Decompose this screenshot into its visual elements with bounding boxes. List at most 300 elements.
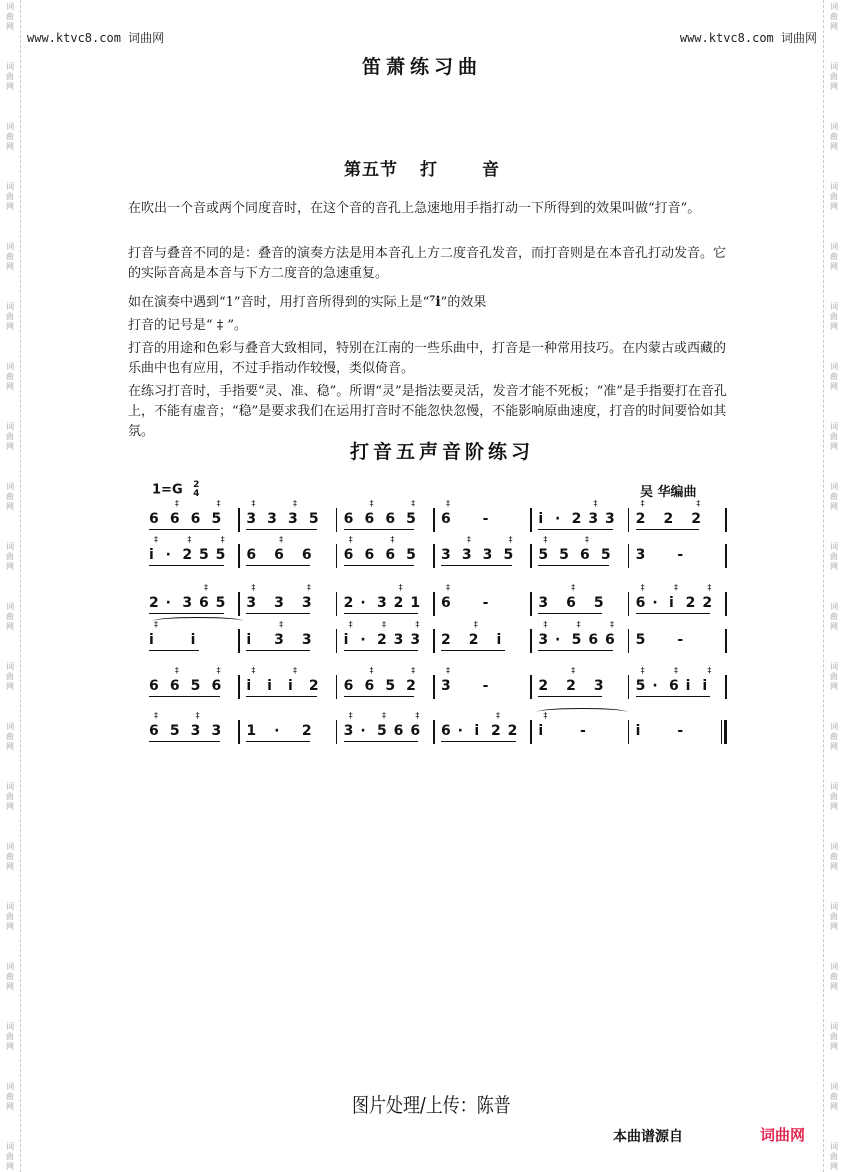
barline bbox=[433, 544, 435, 568]
note-label: 3 bbox=[482, 547, 493, 563]
side-watermark-mark: 词 曲 网 bbox=[6, 302, 14, 331]
side-watermark-mark: 词 曲 网 bbox=[6, 62, 14, 91]
note-label: · bbox=[457, 723, 463, 739]
tap-ornament-mark: ‡ bbox=[446, 499, 450, 508]
score-note bbox=[566, 583, 576, 611]
barline bbox=[238, 592, 240, 616]
note-label: 3 bbox=[246, 511, 257, 527]
note-label: 2 bbox=[441, 632, 451, 648]
score-note bbox=[441, 548, 451, 562]
note-label: 2 bbox=[691, 511, 701, 527]
piece-title: 打音五声音阶练习 bbox=[349, 441, 534, 463]
score-note bbox=[588, 499, 599, 527]
note-label: 3 bbox=[267, 511, 277, 527]
score-note bbox=[344, 596, 354, 610]
side-watermark-mark: 词 曲 网 bbox=[6, 1022, 14, 1051]
section-title-b: 音 bbox=[482, 160, 500, 180]
barline bbox=[628, 508, 630, 532]
note-label: 3 bbox=[211, 723, 222, 739]
score-row bbox=[143, 500, 733, 534]
score-note bbox=[385, 512, 395, 526]
tap-ornament-mark: ‡ bbox=[369, 666, 374, 675]
note-label: 3 bbox=[288, 511, 298, 527]
eighth-note-beam bbox=[441, 650, 505, 652]
score-note bbox=[302, 724, 312, 738]
eighth-note-beam bbox=[538, 565, 609, 567]
tap-ornament-mark: ‡ bbox=[154, 711, 158, 720]
score-note bbox=[344, 512, 354, 526]
score-note bbox=[169, 499, 180, 527]
note-label: 6 bbox=[441, 595, 451, 611]
note-label: 6 bbox=[385, 511, 396, 527]
tap-ornament-mark: ‡ bbox=[571, 583, 576, 592]
section-title bbox=[0, 155, 844, 180]
note-label: 6 bbox=[149, 678, 159, 694]
eighth-note-beam bbox=[149, 650, 199, 652]
score-note bbox=[538, 535, 549, 563]
side-watermark-mark: 词 曲 网 bbox=[6, 242, 14, 271]
sustain-dash bbox=[580, 724, 586, 738]
note-label: 6 bbox=[566, 595, 576, 611]
note-label: 5 bbox=[308, 511, 319, 527]
note-label: 2 bbox=[685, 595, 696, 611]
tap-ornament-mark: ‡ bbox=[674, 583, 678, 592]
note-label: 5 bbox=[559, 547, 569, 563]
score-note bbox=[483, 548, 493, 562]
score-note bbox=[702, 666, 712, 694]
score-note bbox=[538, 596, 548, 610]
eighth-note-beam bbox=[538, 529, 613, 531]
note-label: 3 bbox=[343, 723, 354, 739]
note-label: 3 bbox=[301, 632, 312, 648]
note-label: 6 bbox=[385, 547, 396, 563]
duration-dot bbox=[555, 633, 560, 647]
tap-ornament-mark: ‡ bbox=[306, 583, 311, 592]
side-watermark-mark: 词 曲 网 bbox=[830, 962, 838, 991]
eighth-note-beam bbox=[149, 565, 224, 567]
score-note bbox=[394, 633, 404, 647]
tie-slur bbox=[153, 617, 243, 625]
note-label: 2 bbox=[538, 678, 549, 694]
score-note bbox=[211, 499, 222, 527]
tap-ornament-mark: ‡ bbox=[543, 620, 548, 629]
score-note bbox=[669, 583, 678, 611]
score-note bbox=[191, 512, 201, 526]
note-label: - bbox=[482, 595, 489, 611]
barline bbox=[530, 720, 532, 744]
note-label: - bbox=[677, 547, 684, 563]
tap-ornament-mark: ‡ bbox=[543, 535, 548, 544]
barline bbox=[433, 629, 435, 653]
score-note bbox=[491, 711, 501, 739]
note-label: - bbox=[580, 723, 586, 739]
note-label: · bbox=[652, 678, 658, 694]
paragraph-6: 在练习打音时，手指要“灵、准、稳”。所谓“灵”是指法要灵活，发音才能不死板；“准”是手指要打在音孔上，不能有虚音；“稳”是要求我们在运用打音时不能忽快忽慢，不能影响原曲速度，打音的时间要恰如其氛。 bbox=[128, 384, 727, 439]
score-note bbox=[302, 548, 312, 562]
note-label: 3 bbox=[538, 632, 549, 648]
note-label: · bbox=[555, 511, 561, 527]
score-note bbox=[503, 535, 514, 563]
tap-ornament-mark: ‡ bbox=[348, 535, 353, 544]
score-note bbox=[343, 535, 354, 563]
side-watermark-mark: 词 曲 网 bbox=[830, 62, 838, 91]
note-label: 3 bbox=[182, 595, 193, 611]
side-watermark-mark: 词 曲 网 bbox=[830, 182, 838, 211]
note-label: 6 bbox=[364, 511, 375, 527]
tap-ornament-mark: ‡ bbox=[204, 583, 208, 592]
barline bbox=[336, 592, 338, 616]
eighth-note-beam bbox=[344, 650, 419, 652]
eighth-note-beam bbox=[149, 741, 220, 743]
score-note bbox=[212, 724, 222, 738]
score-note bbox=[410, 620, 421, 648]
tap-ornament-mark: ‡ bbox=[446, 666, 450, 675]
note-label: 2 bbox=[308, 678, 319, 694]
side-watermark-mark: 词 曲 网 bbox=[6, 662, 14, 691]
note-label: 3 bbox=[461, 547, 472, 563]
note-label: 1 bbox=[410, 595, 421, 611]
eighth-note-beam bbox=[246, 650, 310, 652]
score-note bbox=[406, 548, 416, 562]
barline bbox=[725, 544, 727, 568]
barline bbox=[238, 508, 240, 532]
score-note bbox=[702, 583, 713, 611]
barline bbox=[628, 675, 630, 699]
score-note bbox=[572, 512, 582, 526]
tap-ornament-mark: ‡ bbox=[174, 499, 179, 508]
note-label: 5 bbox=[199, 547, 209, 563]
score-note bbox=[393, 583, 404, 611]
paragraph-5: 打音的用途和色彩与叠音大致相同，特别在江南的一些乐曲中，打音是一种常用技巧。在内蒙古或西藏的乐曲中也有应用，不过手指动作较慢，类似倚音。 bbox=[128, 341, 727, 376]
note-label: 2 bbox=[377, 632, 387, 648]
note-label: 5 bbox=[635, 632, 646, 648]
tap-ornament-mark: ‡ bbox=[571, 666, 576, 675]
score-note bbox=[538, 512, 543, 526]
barline bbox=[433, 592, 435, 616]
note-label: - bbox=[677, 632, 684, 648]
eighth-note-beam bbox=[441, 565, 512, 567]
note-label: 6 bbox=[149, 511, 159, 527]
score-row bbox=[143, 667, 733, 701]
score-note bbox=[190, 711, 201, 739]
duration-dot bbox=[652, 596, 657, 610]
score-note bbox=[559, 548, 569, 562]
sustain-dash bbox=[677, 724, 683, 738]
note-label: 6 bbox=[149, 723, 159, 739]
tap-ornament-mark: ‡ bbox=[195, 711, 200, 720]
barline bbox=[628, 544, 630, 568]
score-note bbox=[594, 679, 604, 693]
note-label: 2 bbox=[149, 595, 159, 611]
note-label: · bbox=[652, 595, 658, 611]
score-note bbox=[394, 724, 404, 738]
side-watermark-mark: 词 曲 网 bbox=[830, 902, 838, 931]
note-label: 6 bbox=[605, 632, 615, 648]
note-label: 6 bbox=[169, 678, 180, 694]
note-label: 5 bbox=[385, 678, 396, 694]
side-watermark-mark: 词 曲 网 bbox=[830, 422, 838, 451]
note-label: 2 bbox=[507, 723, 518, 739]
note-label: 6 bbox=[588, 632, 599, 648]
score-note bbox=[191, 679, 201, 693]
score-note bbox=[288, 666, 297, 694]
score-note bbox=[594, 596, 604, 610]
note-label: i bbox=[702, 678, 708, 694]
note-label: i bbox=[343, 632, 349, 648]
score-note bbox=[669, 666, 679, 694]
side-watermark-mark: 词 曲 网 bbox=[830, 362, 838, 391]
note-label: · bbox=[555, 632, 561, 648]
note-label: 1 bbox=[246, 723, 257, 739]
score-note bbox=[588, 633, 598, 647]
score-row bbox=[143, 536, 733, 570]
note-label: 2 bbox=[406, 678, 416, 694]
duration-dot bbox=[360, 633, 365, 647]
eighth-note-beam bbox=[344, 613, 419, 615]
note-label: 5 bbox=[211, 511, 222, 527]
duration-dot bbox=[274, 724, 279, 738]
score-note bbox=[343, 711, 354, 739]
tap-ornament-mark: ‡ bbox=[610, 620, 614, 629]
barline bbox=[238, 675, 240, 699]
score-note bbox=[377, 620, 387, 648]
eighth-note-beam bbox=[149, 696, 220, 698]
note-label: 3 bbox=[274, 632, 284, 648]
paragraph-1: 在吹出一个音或两个同度音时，在这个音的音孔上急速地用手指打动一下所得到的效果叫做“打音”。 bbox=[128, 201, 701, 216]
tap-ornament-mark: ‡ bbox=[293, 499, 297, 508]
tap-ornament-mark: ‡ bbox=[382, 711, 386, 720]
score-note bbox=[441, 666, 451, 694]
score-note bbox=[364, 666, 375, 694]
tap-ornament-mark: ‡ bbox=[508, 535, 513, 544]
book-title: 笛萧练习曲 bbox=[361, 56, 482, 78]
score-note bbox=[385, 535, 396, 563]
note-label: - bbox=[482, 511, 489, 527]
duration-dot bbox=[360, 596, 365, 610]
sustain-dash bbox=[677, 548, 683, 562]
side-watermark-mark: 词 曲 网 bbox=[830, 242, 838, 271]
side-watermark-mark: 词 曲 网 bbox=[830, 482, 838, 511]
tap-ornament-mark: ‡ bbox=[640, 499, 645, 508]
sustain-dash bbox=[483, 679, 489, 693]
duration-dot bbox=[166, 596, 171, 610]
note-label: i bbox=[149, 547, 154, 563]
tap-ornament-mark: ‡ bbox=[251, 583, 256, 592]
paragraph-3-text: 如在演奏中遇到“1”音时，用打音所得到的实际上是“ bbox=[128, 295, 430, 310]
barline bbox=[530, 629, 532, 653]
score-note bbox=[385, 679, 395, 693]
barline bbox=[725, 592, 727, 616]
note-label: 2 bbox=[663, 511, 674, 527]
note-label: 3 bbox=[588, 511, 599, 527]
score-note bbox=[149, 620, 158, 648]
barline bbox=[336, 544, 338, 568]
tap-ornament-mark: ‡ bbox=[707, 666, 712, 675]
score-note bbox=[605, 620, 615, 648]
score-note bbox=[364, 499, 375, 527]
score-note bbox=[274, 620, 284, 648]
side-watermark-mark: 词 曲 网 bbox=[6, 1142, 14, 1171]
barline bbox=[336, 629, 338, 653]
note-label: 5 bbox=[169, 723, 180, 739]
barline bbox=[530, 508, 532, 532]
note-label: i bbox=[288, 678, 293, 694]
side-watermark-mark: 词 曲 网 bbox=[6, 362, 14, 391]
barline bbox=[628, 629, 630, 653]
tap-ornament-mark: ‡ bbox=[154, 620, 158, 629]
side-watermark-mark: 词 曲 网 bbox=[6, 2, 14, 31]
note-label: i bbox=[496, 632, 502, 648]
note-label: 5 bbox=[406, 511, 416, 527]
note-label: 2 bbox=[566, 678, 576, 694]
note-label: 2 bbox=[393, 595, 404, 611]
score-note bbox=[344, 679, 354, 693]
composer: 吴 华编曲 bbox=[640, 485, 697, 500]
note-label: 6 bbox=[301, 547, 312, 563]
note-label: 3 bbox=[441, 678, 451, 694]
note-label: 3 bbox=[301, 595, 312, 611]
note-label: 3 bbox=[410, 632, 421, 648]
note-label: 2 bbox=[301, 723, 312, 739]
note-label: 5 bbox=[215, 547, 226, 563]
eighth-note-beam bbox=[246, 613, 310, 615]
note-label: 3 bbox=[441, 547, 451, 563]
score-note bbox=[635, 666, 646, 694]
score-note bbox=[571, 620, 582, 648]
barline bbox=[433, 675, 435, 699]
tap-ornament-mark: ‡ bbox=[411, 499, 416, 508]
note-label: 3 bbox=[246, 595, 257, 611]
note-label: 6 bbox=[393, 723, 404, 739]
score-note bbox=[216, 596, 226, 610]
note-label: 6 bbox=[441, 511, 451, 527]
eighth-note-beam bbox=[441, 741, 516, 743]
score-note bbox=[636, 548, 646, 562]
tap-ornament-mark: ‡ bbox=[154, 535, 158, 544]
sustain-dash bbox=[677, 633, 683, 647]
footer-brand: 词曲网 bbox=[760, 1126, 806, 1144]
side-watermark-mark: 词 曲 网 bbox=[6, 842, 14, 871]
score-note bbox=[309, 679, 319, 693]
tap-ornament-mark: ‡ bbox=[348, 711, 353, 720]
grace-effect-symbol: ⁷i bbox=[429, 294, 441, 310]
note-label: · bbox=[360, 723, 366, 739]
note-label: 6 bbox=[211, 678, 222, 694]
side-watermark-mark: 词 曲 网 bbox=[830, 2, 838, 31]
barline bbox=[628, 720, 630, 744]
side-watermark-mark: 词 曲 网 bbox=[830, 1022, 838, 1051]
note-label: 3 bbox=[593, 678, 604, 694]
side-watermark-mark: 词 曲 网 bbox=[6, 902, 14, 931]
score-note bbox=[301, 583, 312, 611]
side-watermark-mark: 词 曲 网 bbox=[830, 662, 838, 691]
upload-credit: 图片处理/上传：陈普 bbox=[352, 1093, 511, 1117]
score-note bbox=[508, 724, 518, 738]
eighth-note-beam bbox=[538, 696, 602, 698]
score-note bbox=[377, 596, 387, 610]
note-label: 2 bbox=[702, 595, 713, 611]
side-watermark-mark: 词 曲 网 bbox=[6, 422, 14, 451]
tap-ornament-mark: ‡ bbox=[707, 583, 712, 592]
note-label: 3 bbox=[635, 547, 646, 563]
note-label: 5 bbox=[593, 595, 604, 611]
score-note bbox=[538, 679, 548, 693]
note-label: i bbox=[474, 723, 480, 739]
eighth-note-beam bbox=[636, 529, 700, 531]
barline bbox=[725, 508, 727, 532]
score-note bbox=[441, 583, 451, 611]
barline bbox=[336, 675, 338, 699]
eighth-note-beam bbox=[636, 696, 711, 698]
score-note bbox=[635, 583, 646, 611]
barline bbox=[238, 544, 240, 568]
note-label: 6 bbox=[343, 547, 354, 563]
side-watermark-mark: 词 曲 网 bbox=[830, 542, 838, 571]
note-label: 3 bbox=[538, 595, 549, 611]
barline bbox=[336, 720, 338, 744]
tap-ornament-mark: ‡ bbox=[348, 620, 353, 629]
tie-slur bbox=[537, 708, 627, 716]
duration-dot bbox=[652, 679, 657, 693]
score-note bbox=[274, 596, 284, 610]
score-note bbox=[474, 724, 479, 738]
note-label: i bbox=[267, 678, 272, 694]
tap-ornament-mark: ‡ bbox=[174, 666, 179, 675]
score-note bbox=[246, 499, 257, 527]
tap-ornament-mark: ‡ bbox=[496, 711, 500, 720]
note-label: 5 bbox=[571, 632, 582, 648]
tap-ornament-mark: ‡ bbox=[293, 666, 297, 675]
score-note bbox=[441, 633, 451, 647]
duration-dot bbox=[360, 724, 365, 738]
note-label: 2 bbox=[491, 723, 501, 739]
note-label: 5 bbox=[635, 678, 646, 694]
note-label: 6 bbox=[441, 723, 451, 739]
score-note bbox=[410, 596, 420, 610]
note-label: 6 bbox=[246, 547, 257, 563]
note-label: · bbox=[274, 723, 280, 739]
jianpu-score bbox=[143, 0, 733, 760]
score-note bbox=[246, 548, 256, 562]
note-label: 6 bbox=[274, 547, 284, 563]
side-watermark-mark: 词 曲 网 bbox=[6, 782, 14, 811]
duration-dot bbox=[458, 724, 463, 738]
paragraph-4: 打音的记号是“ ‡ ”。 bbox=[128, 318, 248, 333]
sustain-dash bbox=[483, 596, 489, 610]
eighth-note-beam bbox=[149, 613, 224, 615]
note-label: i bbox=[635, 723, 641, 739]
score-note bbox=[538, 711, 548, 739]
score-note bbox=[267, 512, 277, 526]
side-watermark-mark: 词 曲 网 bbox=[830, 722, 838, 751]
tap-ornament-mark: ‡ bbox=[674, 666, 678, 675]
score-note bbox=[199, 583, 209, 611]
tap-ornament-mark: ‡ bbox=[390, 535, 395, 544]
tap-ornament-mark: ‡ bbox=[543, 711, 548, 720]
score-note bbox=[246, 633, 251, 647]
note-label: · bbox=[165, 547, 171, 563]
tap-ornament-mark: ‡ bbox=[411, 666, 416, 675]
note-label: 6 bbox=[580, 547, 590, 563]
score-note bbox=[605, 512, 615, 526]
score-note bbox=[686, 679, 691, 693]
side-watermark-mark: 词 曲 网 bbox=[6, 542, 14, 571]
note-label: i bbox=[246, 678, 252, 694]
tap-ornament-mark: ‡ bbox=[398, 583, 403, 592]
score-note bbox=[267, 679, 272, 693]
barline bbox=[433, 508, 435, 532]
note-label: 5 bbox=[503, 547, 514, 563]
